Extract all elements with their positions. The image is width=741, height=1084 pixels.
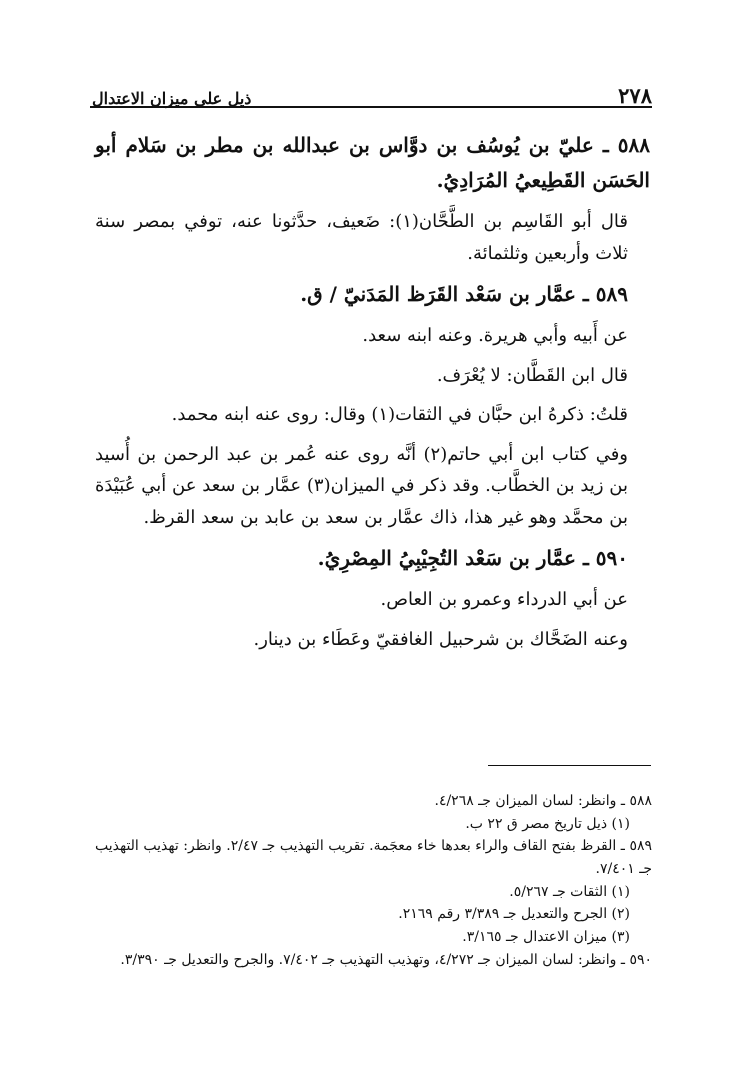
footnotes — [95, 790, 652, 971]
entry-590-heading: ٥٩٠ ـ عمَّار بن سَعْد التُجِيْبِيُ المِصْرِيُ. — [317, 546, 628, 570]
footnote-line: (٣) ميزان الاعتدال جـ ٣/١٦٥. — [462, 929, 630, 946]
footnote-separator — [488, 765, 651, 766]
footnote-line: (١) ذيل تاريخ مصر ق ٢٢ ب. — [465, 815, 630, 832]
footnote-line: ٥٩٠ ـ وانظر: لسان الميزان جـ ٤/٢٧٢، وتهذيب التهذيب جـ ٧/٤٠٢. والجرح والتعديل جـ ٣/٣٩٠. — [120, 951, 652, 968]
footnote-line: ٥٨٨ ـ وانظر: لسان الميزان جـ ٤/٢٦٨. — [434, 793, 652, 809]
main-text — [95, 128, 650, 663]
entry-588-heading: ٥٨٨ ـ عليّ بن يُوسُف بن دوَّاس بن عبدالله بن مطر بن سَلام أبو الحَسَن القَطِيعيُ المُرَادِيُ. — [95, 133, 650, 192]
entry-589-paragraph-4: وفي كتاب ابن أبي حاتم(٢) أنَّه روى عنه عُمر بن عبد الرحمن بن أُسيد بن زيد بن الخطَّاب. وقد ذكر في الميزان(٣) عمَّار بن سعد عن أبي عُبَيْدَة بن محمَّد وهو غير هذا، ذاك عمَّار بن سعد بن عابد بن سعد القرظ. — [95, 443, 629, 528]
footnote-line: ٥٨٩ ـ القرظ بفتح القاف والراء بعدها خاء معجَمة. تقريب التهذيب جـ ٢/٤٧. وانظر: تهذيب التهذيب جـ ٧/٤٠١. — [95, 838, 652, 878]
running-title: ذيل على ميزان الاعتدال — [92, 89, 252, 108]
footnote-line: (١) الثقات جـ ٥/٢٦٧. — [509, 883, 630, 900]
entry-589-paragraph-1: عن أَبيه وأبي هريرة. وعنه ابنه سعد. — [362, 325, 628, 346]
entry-589-heading: ٥٨٩ ـ عمَّار بن سَعْد القَرَظ المَدَنيّ / ق. — [300, 282, 628, 306]
entry-590-paragraph-1: عن أبي الدرداء وعمرو بن العاص. — [380, 589, 628, 610]
page-header — [92, 78, 652, 108]
page-number: ٢٧٨ — [618, 83, 652, 108]
entry-588-paragraph: قال أبو القَاسِم بن الطَّحَّان(١): ضَعيف، حدَّثونا عنه، توفي بمصر سنة ثلاث وأربعين وثلثمائة. — [95, 211, 628, 264]
entry-590-paragraph-2: وعنه الضَحَّاك بن شرحبيل الغافقيّ وعَطَاء بن دينار. — [253, 628, 628, 650]
entry-589-paragraph-2: قال ابن القَطَّان: لا يُعْرَف. — [436, 364, 628, 386]
entry-589-paragraph-3: قلتُ: ذكرهُ ابن حبَّان في الثقات(١) وقال: روى عنه ابنه محمد. — [171, 404, 628, 425]
footnote-line: (٢) الجرح والتعديل جـ ٣/٣٨٩ رقم ٢١٦٩. — [398, 906, 630, 923]
header-rule — [90, 106, 652, 108]
